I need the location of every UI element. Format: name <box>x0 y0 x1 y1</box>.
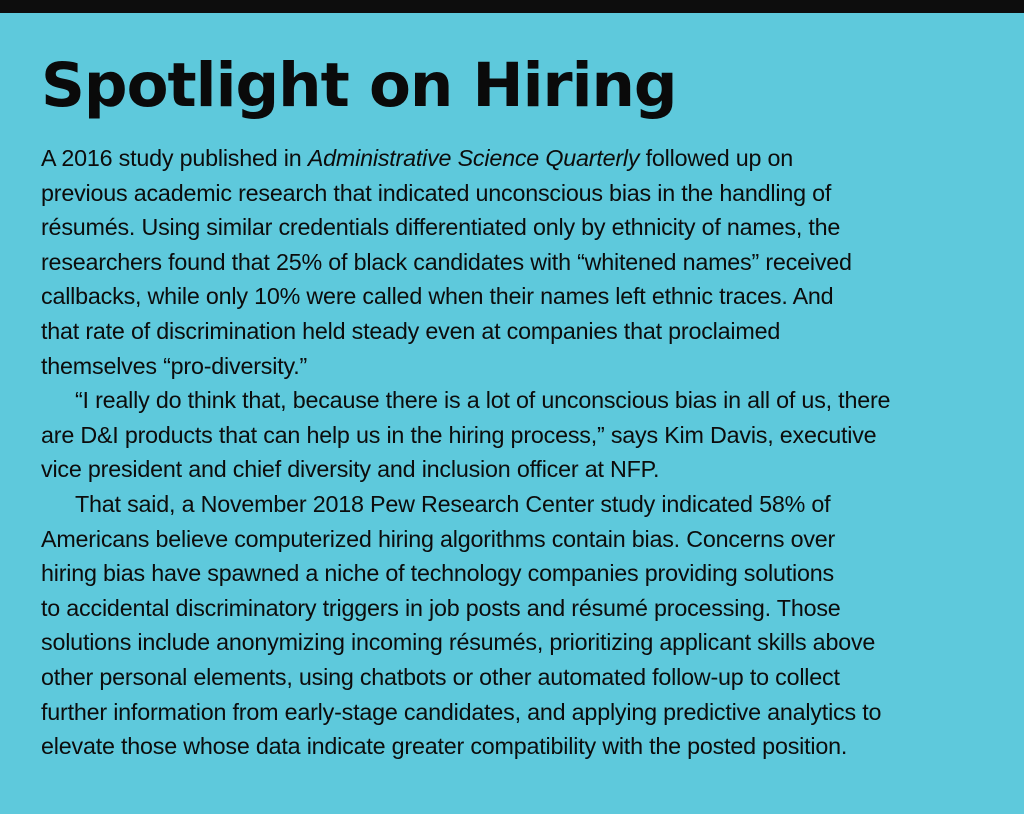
text-line: that rate of discrimination held steady even at companies that proclaimed <box>41 317 781 344</box>
text-line: further information from early-stage candidates, and applying predictive analytics to <box>41 698 882 725</box>
text-run: A 2016 study published in <box>41 145 308 171</box>
text-line: Americans believe computerized hiring algorithms contain bias. Concerns over <box>41 525 836 552</box>
text-line: “I really do think that, because there is a lot of unconscious bias in all of us, there <box>75 387 891 414</box>
text-line: researchers found that 25% of black candidates with “whitened names” received <box>41 248 852 275</box>
article-body <box>41 141 991 764</box>
text-line <box>41 141 991 176</box>
text-line: hiring bias have spawned a niche of technology companies providing solutions <box>41 560 834 587</box>
top-rule <box>0 0 1024 13</box>
headline: Spotlight on Hiring <box>41 50 677 121</box>
paragraph-3 <box>41 487 991 764</box>
text-line: to accidental discriminatory triggers in job posts and résumé processing. Those <box>41 594 841 621</box>
text-line: previous academic research that indicated unconscious bias in the handling of <box>41 179 832 206</box>
text-line: themselves “pro-diversity.” <box>41 352 308 379</box>
text-line: That said, a November 2018 Pew Research Center study indicated 58% of <box>75 490 831 517</box>
paragraph-2 <box>41 383 991 487</box>
text-line: elevate those whose data indicate greater compatibility with the posted position. <box>41 733 848 760</box>
text-line: are D&I products that can help us in the hiring process,” says Kim Davis, executive <box>41 421 877 448</box>
text-line: solutions include anonymizing incoming résumés, prioritizing applicant skills above <box>41 629 876 656</box>
text-line: vice president and chief diversity and inclusion officer at NFP. <box>41 456 660 483</box>
text-line: callbacks, while only 10% were called when their names left ethnic traces. And <box>41 283 834 310</box>
text-line: résumés. Using similar credentials differentiated only by ethnicity of names, the <box>41 214 841 241</box>
sidebar-panel <box>41 47 991 764</box>
text-line: other personal elements, using chatbots or other automated follow-up to collect <box>41 663 840 690</box>
journal-title: Administrative Science Quarterly <box>307 145 640 171</box>
paragraph-1 <box>41 141 991 383</box>
text-run: followed up on <box>639 145 794 171</box>
